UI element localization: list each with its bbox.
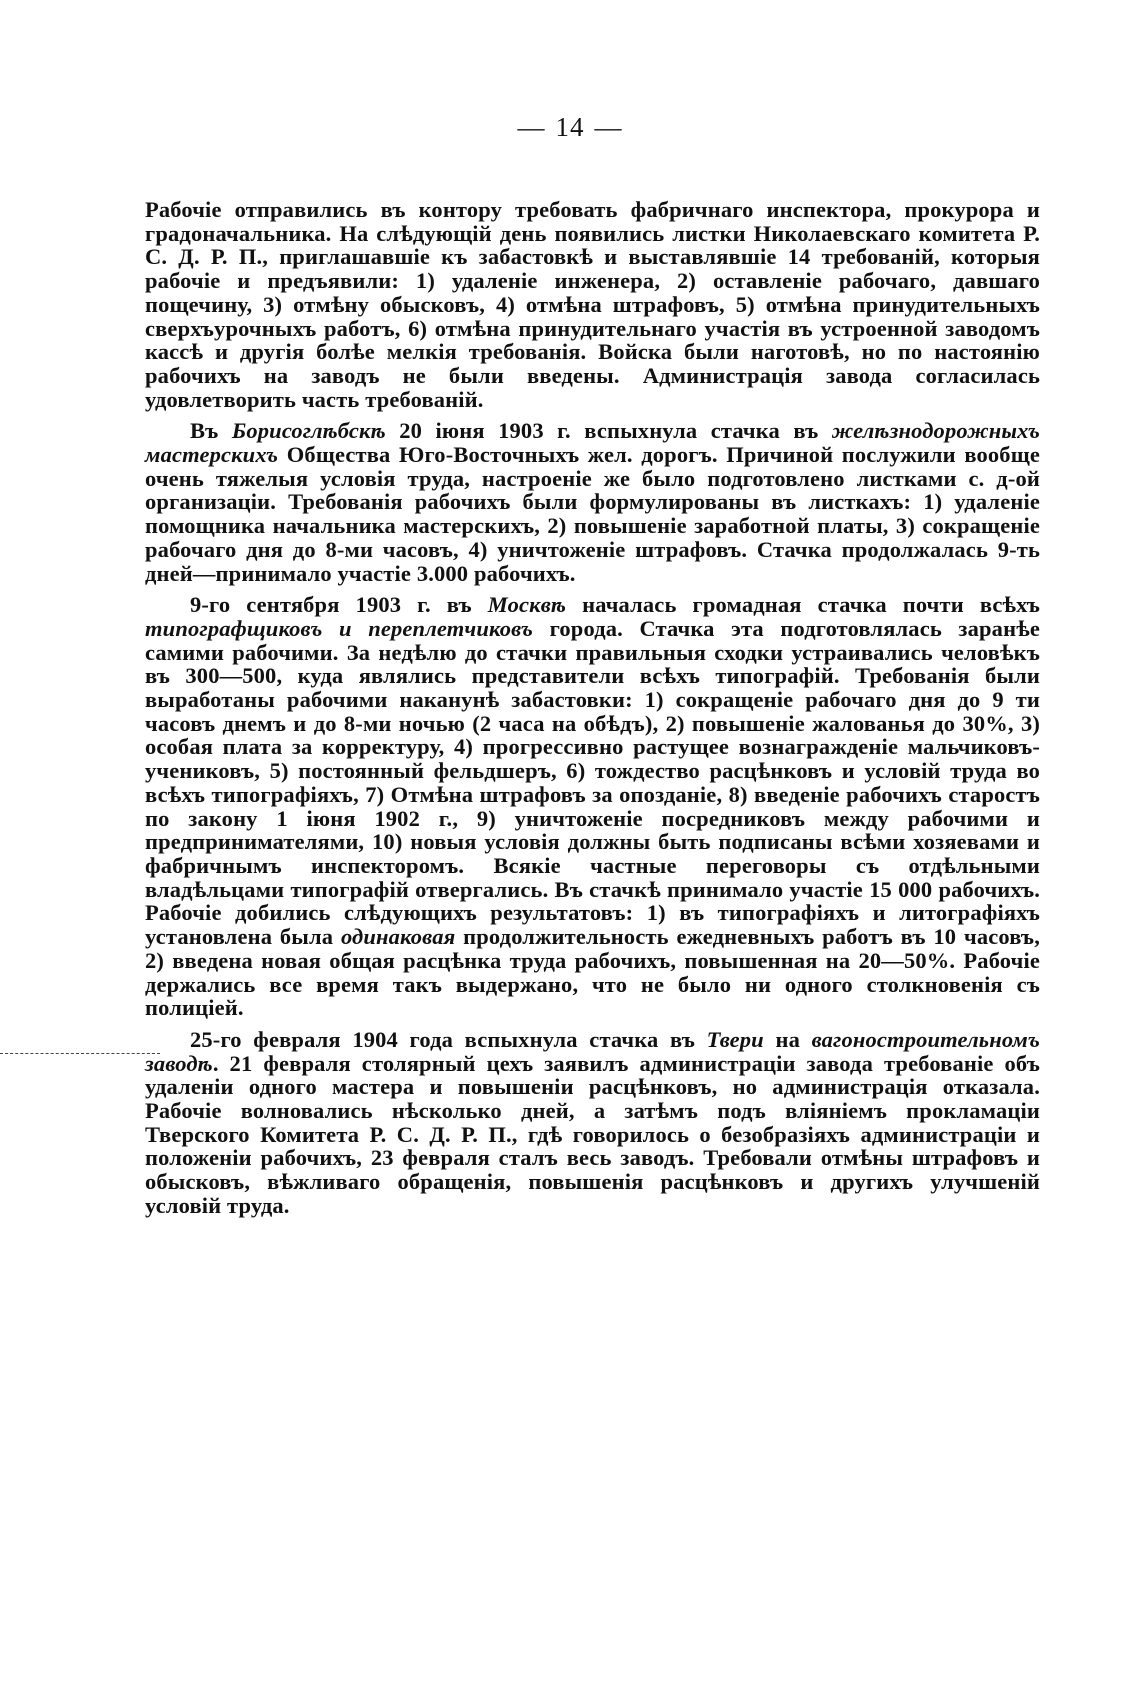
page-number — [0, 112, 1140, 143]
emphasized-text: Москвѣ — [487, 592, 567, 618]
page-number-dash-right: — — [594, 112, 623, 142]
emphasized-text: одинаковая — [340, 924, 456, 950]
margin-pencil-mark — [0, 1053, 160, 1056]
emphasized-text: Твери — [706, 1026, 764, 1052]
paragraph-1 — [145, 198, 1040, 411]
body-text — [145, 198, 1040, 1226]
emphasized-text: вагоностроительномъ заводѣ — [145, 1026, 1040, 1076]
paragraph-text: Общества Юго-Восточныхъ жел. дорогъ. Причиной послужили вообще очень тяжелыя условія труда, настроеніе же было подготовлено листками с. д-ой организаціи. Требованія рабочихъ были формулированы въ листкахъ: 1) удаленіе помощника начальника мастерскихъ, 2) повышеніе заработной платы, 3) сокращеніе рабочаго дня до 8-ми часовъ, 4) уничтоженіе штрафовъ. Стачка продолжалась 9-ть дней—принимало участіе 3.000 рабочихъ. — [145, 442, 1040, 586]
emphasized-text: типографщиковъ и переплетчиковъ — [145, 615, 534, 641]
page-number-dash-left: — — [517, 112, 546, 142]
paragraph-4 — [145, 1028, 1040, 1218]
paragraph-text: 20 іюня 1903 г. вспыхнула стачка въ — [385, 418, 832, 444]
paragraph-3 — [145, 593, 1040, 1020]
paragraph-text: 9-го сентября 1903 г. въ — [190, 592, 488, 618]
page-number-value: 14 — [555, 112, 585, 142]
paragraph-text: началась громадная стачка почти всѣхъ — [566, 592, 1040, 618]
emphasized-text: желѣзнодорожныхъ мастерскихъ — [145, 418, 1041, 468]
paragraph-text: города. Стачка эта подготовлялась заранѣе самими рабочими. За недѣлю до стачки правильныя сходки устраивались человѣкъ въ 300—500, куда являлись представители всѣхъ типографій. Требованія были выработаны рабочими наканунѣ забастовки: 1) сокращеніе рабочаго дня до 9 ти часовъ днемъ и до 8-ми ночью (2 часа на обѣдъ), 2) повышеніе жалованья до 30%, 3) особая плата за корректуру, 4) прогрессивно растущее вознагражденіе мальчиковъ-учениковъ, 5) постоянный фельдшеръ, 6) тождество расцѣнковъ и условій труда во всѣхъ типографіяхъ, 7) Отмѣна штрафовъ за опозданіе, 8) введеніе рабочихъ старостъ по закону 1 іюня 1902 г., 9) уничтоженіе посредниковъ между рабочими и предпринимателями, 10) новыя условія должны быть подписаны всѣми хозяевами и фабричнымъ инспекторомъ. Всякіе частные переговоры съ отдѣльными владѣльцами типографій отвергались. Въ стачкѣ принимало участіе 15 000 рабочихъ. Рабочіе добились слѣдующихъ результатовъ: 1) въ типографіяхъ и литографіяхъ установлена была — [145, 615, 1040, 950]
paragraph-2 — [145, 419, 1040, 585]
emphasized-text: Борисоглѣбскѣ — [231, 418, 386, 444]
paragraph-text: на — [763, 1026, 812, 1052]
paragraph-text: 25-го февраля 1904 года вспыхнула стачка въ — [190, 1026, 707, 1052]
paragraph-text: Рабочіе отправились въ контору требовать фабричнаго инспектора, прокурора и градоначальника. На слѣдующій день появились листки Николаевскаго комитета Р. С. Д. Р. П., приглашавшіе къ забастовкѣ и выставлявшіе 14 требованій, которыя рабочіе и предъявили: 1) удаленіе инженера, 2) оставленіе рабочаго, давшаго пощечину, 3) отмѣну обысковъ, 4) отмѣна штрафовъ, 5) отмѣна принудительныхъ сверхъурочныхъ работъ, 6) отмѣна принудительнаго участія въ устроенной заводомъ кассѣ и другія болѣе мелкія требованія. Войска были наготовѣ, но по настоянію рабочихъ на заводъ не были введены. Администрація завода согласилась удовлетворить часть требованій. — [145, 197, 1040, 412]
paragraph-text: продолжительность ежедневныхъ работъ въ 10 часовъ, 2) введена новая общая расцѣнка труда рабочихъ, повышенная на 20—50%. Рабочіе держались все время такъ выдержано, что не было ни одного столкновенія съ полиціей. — [145, 924, 1040, 1021]
paragraph-text: . 21 февраля столярный цехъ заявилъ администраціи завода требованіе объ удаленіи одного мастера и повышеніи расцѣнковъ, но администрація отказала. Рабочіе волновались нѣсколько дней, а затѣмъ подъ вліяніемъ прокламаціи Тверского Комитета Р. С. Д. Р. П., гдѣ говорилось о безобразіяхъ администраціи и положеніи рабочихъ, 23 февраля сталъ весь заводъ. Требовали отмѣны штрафовъ и обысковъ, вѣжливаго обращенія, повышенія расцѣнковъ и другихъ улучшеній условій труда. — [145, 1050, 1040, 1218]
paragraph-text: Въ — [190, 418, 232, 444]
